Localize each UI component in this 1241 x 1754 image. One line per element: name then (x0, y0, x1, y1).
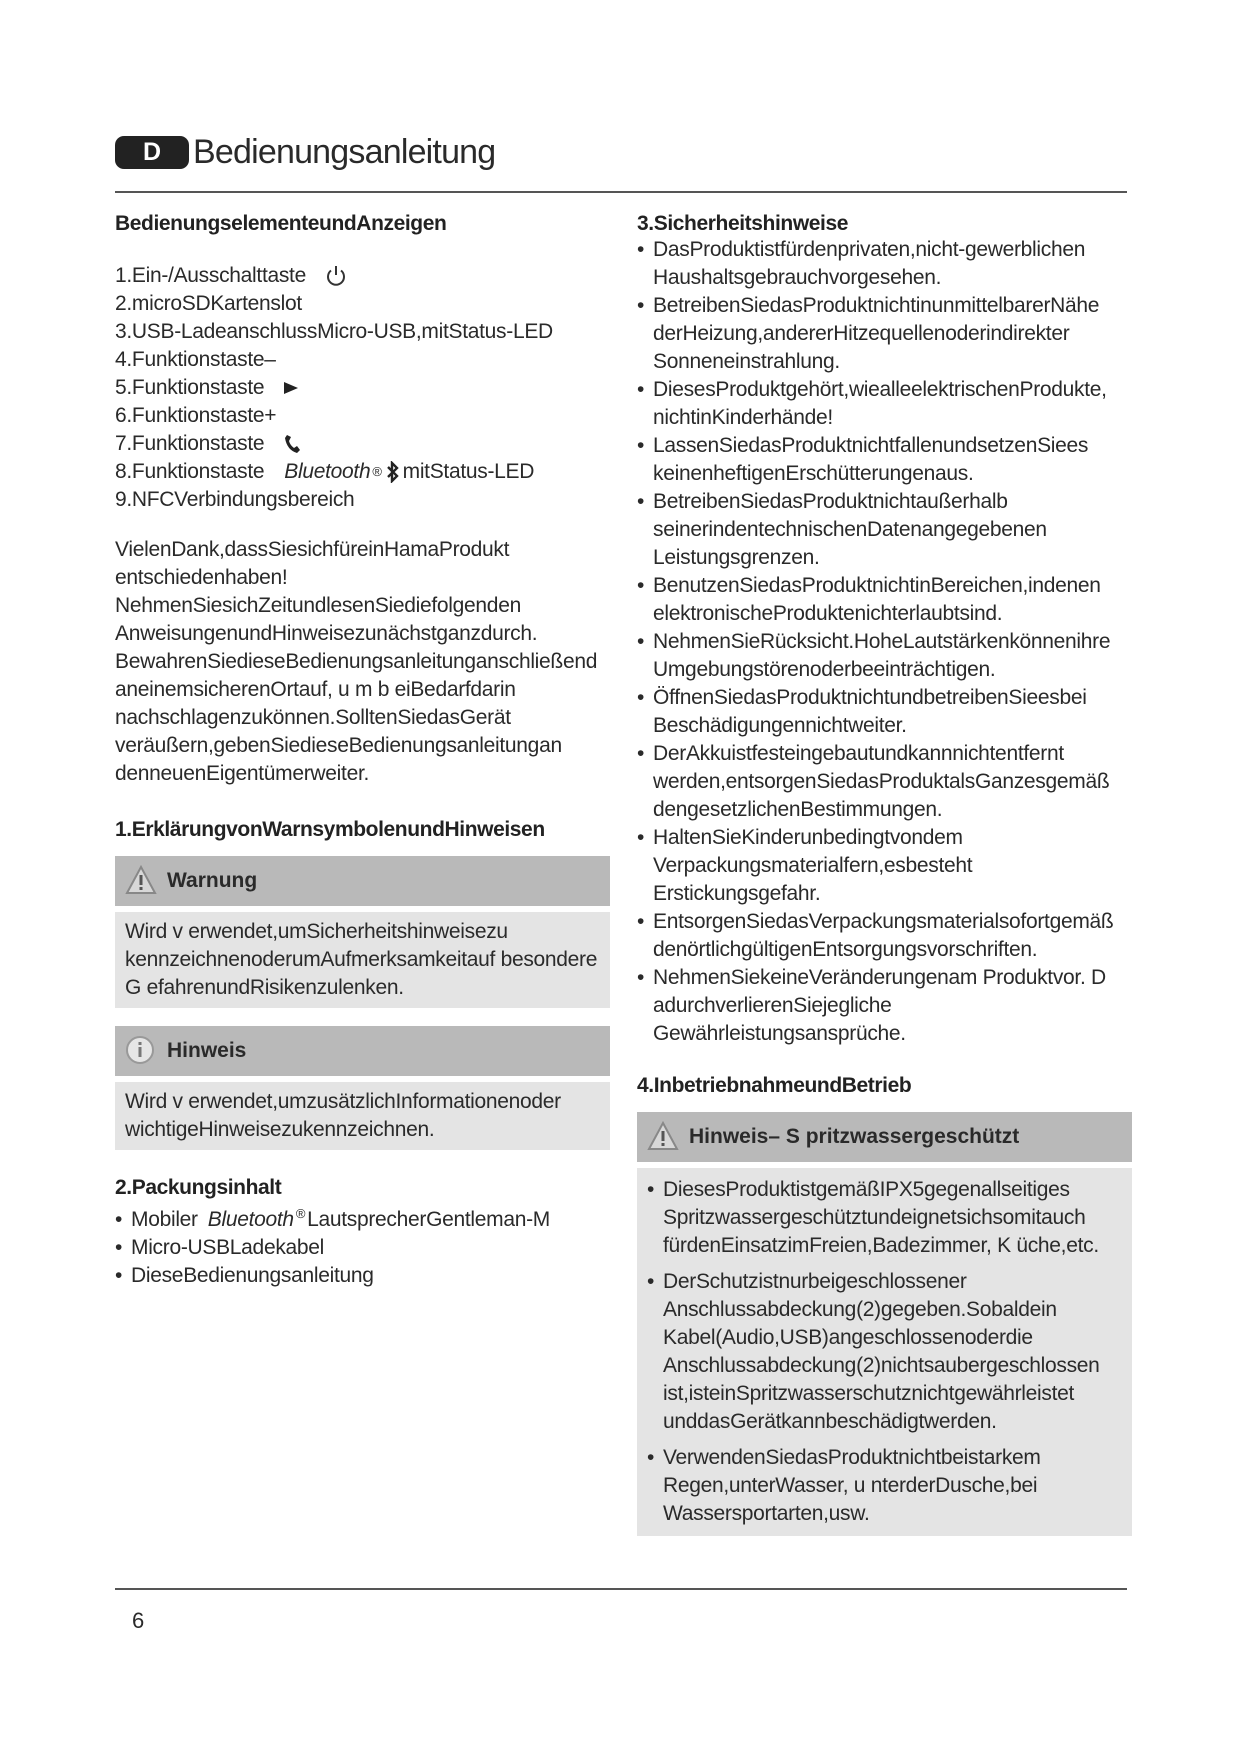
list-item: • HaltenSieKinderunbedingtvondem Verpackungsmaterialfern,esbesteht Erstickungsgefahr. (637, 824, 1132, 908)
list-item: • DiesesProduktistgemäßIPX5gegenallseitiges Spritzwassergeschütztundeignetsichsomitauch fürdenEinsatzimFreien,Badezimmer, K üche,etc. (647, 1176, 1122, 1260)
warning-box-header: Warnung (115, 856, 610, 906)
splash-note-header: Hinweis– S pritzwassergeschützt (637, 1112, 1132, 1162)
control-item: 7.Funktionstaste (115, 430, 610, 458)
package-contents-list (115, 1200, 610, 1290)
control-item: 1.Ein-/Ausschalttaste (115, 262, 610, 290)
safety-list (637, 236, 1132, 1048)
control-item: 9.NFCVerbindungsbereich (115, 488, 355, 511)
warning-triangle-icon (125, 865, 157, 897)
list-item: • DieseBedienungsanleitung (115, 1262, 610, 1290)
page-header (115, 133, 495, 172)
list-item: • NehmenSieRücksicht.HoheLautstärkenkönnenihre Umgebungstörenoderbeeinträchtigen. (637, 628, 1132, 684)
power-icon (324, 264, 348, 288)
list-item: • BenutzenSiedasProduktnichtinBereichen,indenen elektronischeProduktenichterlaubtsind. (637, 572, 1132, 628)
warning-triangle-icon (647, 1121, 679, 1153)
list-item: • BetreibenSiedasProduktnichtaußerhalb seinerindentechnischenDatenangegebenen Leistungsgrenzen. (637, 488, 1132, 572)
list-item: • DiesesProduktgehört,wiealleelektrischenProdukte, nichtinKinderhände! (637, 376, 1132, 432)
warning-box (115, 856, 610, 1008)
control-item: 8.Funktionstaste Bluetooth ® mitStatus-LED (115, 460, 535, 483)
list-item: • EntsorgenSiedasVerpackungsmaterialsofortgemäß denörtlichgültigenEntsorgungsvorschriften. (637, 908, 1132, 964)
list-item: • DerAkkuistfesteingebautundkannnichtentfernt werden,entsorgenSiedasProduktalsGanzesgemäß dengesetzlichenBestimmungen. (637, 740, 1132, 824)
list-item: • DerSchutzistnurbeigeschlossener Anschlussabdeckung(2)gegeben.Sobaldein Kabel(Audio,USB)angeschlossenoderdie Anschlussabdeckung(2)nichtsaubergeschlossen ist,isteinSpritzwasserschutznichtgewährleistet unddasGerätkannbeschädigtwerden. (647, 1268, 1122, 1436)
footer-rule (115, 1588, 1127, 1590)
list-item: • NehmenSiekeineVeränderungenam Produktvor. D adurchverlierenSiejegliche Gewährleistungsansprüche. (637, 964, 1132, 1048)
note-box (115, 1026, 610, 1150)
controls-heading: BedienungselementeundAnzeigen (115, 212, 447, 235)
header-rule (115, 191, 1127, 193)
bluetooth-icon (386, 461, 400, 483)
info-circle-icon (125, 1035, 157, 1067)
control-item: 2.microSDKartenslot (115, 292, 302, 315)
list-item: • Micro-USBLadekabel (115, 1234, 610, 1262)
note-box-header: Hinweis (115, 1026, 610, 1076)
control-item: 3.USB-LadeanschlussMicro-USB,mitStatus-LED (115, 320, 553, 343)
phone-icon (282, 433, 302, 455)
list-item: • BetreibenSiedasProduktnichtinunmittelbarerNähe derHeizung,andererHitzequellenoderindirekter Sonneneinstrahlung. (637, 292, 1132, 376)
list-item: • Mobiler Bluetooth ®LautsprecherGentleman-M (115, 1200, 610, 1234)
list-item: • DasProduktistfürdenprivaten,nicht-gewerblichen Haushaltsgebrauchvorgesehen. (637, 236, 1132, 292)
section-1-heading: 1.ErklärungvonWarnsymbolenundHinweisen (115, 818, 545, 841)
control-item: 6.Funktionstaste+ (115, 404, 277, 427)
splash-note-box (637, 1112, 1132, 1536)
control-item: 5.Funktionstaste (115, 374, 610, 402)
section-2-heading: 2.Packungsinhalt (115, 1176, 282, 1199)
splash-note-body (637, 1168, 1132, 1536)
control-item: 4.Funktionstaste– (115, 348, 276, 371)
intro-paragraph: VielenDank,dassSiesichfüreinHamaProdukt entschiedenhaben! NehmenSiesichZeitundlesenSiediefolgenden AnweisungenundHinweisezunächstganzdurch. BewahrenSiedieseBedienungsanleitunganschließend aneinemsicherenOrtauf, u m b eiBedarfdarin nachschlagenzukönnen.SolltenSiedasGerät veräußern,gebenSiedieseBedienungsanleitungan denneuenEigentümerweiter. (115, 538, 598, 785)
controls-list (115, 262, 610, 514)
list-item: • ÖffnenSiedasProduktnichtundbetreibenSieesbei Beschädigungennichtweiter. (637, 684, 1132, 740)
splash-note-list (647, 1176, 1122, 1528)
language-badge: D (115, 136, 189, 169)
section-4-heading: 4.InbetriebnahmeundBetrieb (637, 1074, 912, 1097)
left-column (115, 212, 610, 1290)
section-3-heading: 3.Sicherheitshinweise (637, 212, 849, 235)
note-box-text: Wird v erwendet,umzusätzlichInformationenoder wichtigeHinweisezukennzeichnen. (115, 1082, 610, 1150)
list-item: • VerwendenSiedasProduktnichtbeistarkem Regen,unterWasser, u nterderDusche,bei Wassersportarten,usw. (647, 1444, 1122, 1528)
right-column (637, 212, 1132, 1536)
warning-box-text: Wird v erwendet,umSicherheitshinweisezu kennzeichnenoderumAufmerksamkeitauf besondere G efahrenundRisikenzulenken. (115, 912, 610, 1008)
page-number: 6 (132, 1608, 145, 1633)
list-item: • LassenSiedasProduktnichtfallenundsetzenSiees keinenheftigenErschütterungenaus. (637, 432, 1132, 488)
play-icon (282, 379, 300, 397)
document-title: Bedienungsanleitung (193, 133, 496, 171)
